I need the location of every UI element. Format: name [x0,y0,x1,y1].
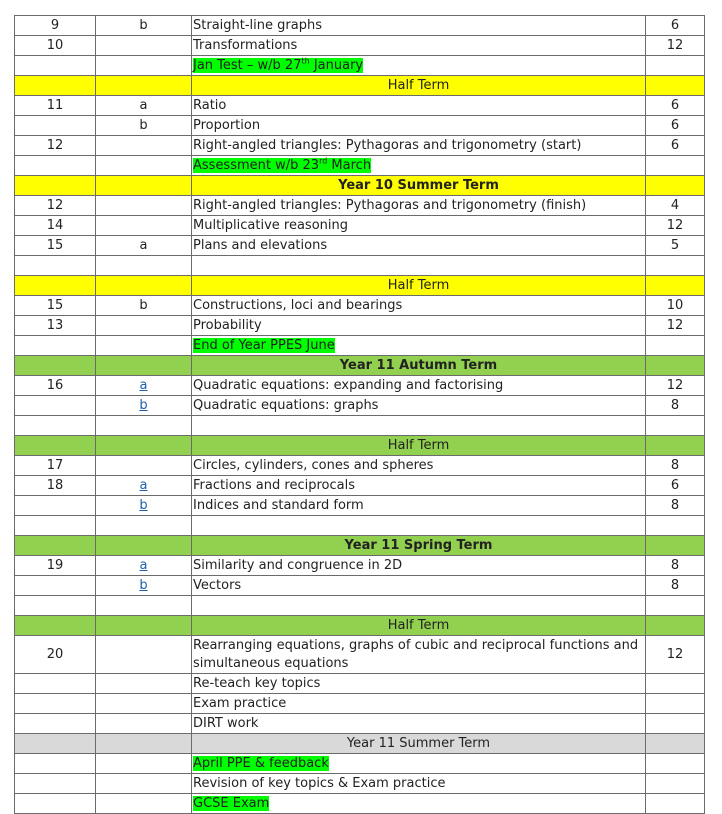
unit-number-cell [15,596,96,616]
unit-part-cell [96,56,192,76]
hours-cell: 6 [646,136,705,156]
unit-part-cell [96,416,192,436]
hours-cell: 8 [646,556,705,576]
unit-part-cell [96,456,192,476]
topic-label: Probability [193,317,262,333]
unit-number-cell: 17 [15,456,96,476]
assessment-label: End of Year PPES June [193,337,335,353]
unit-part-cell [96,196,192,216]
unit-part-cell [96,256,192,276]
header-empty-cell [646,76,705,96]
term-header-label: Half Term [192,616,646,636]
unit-number-cell: 12 [15,136,96,156]
table-row [15,694,705,714]
topic-cell [192,156,646,176]
term-header-row [15,536,705,556]
unit-part-cell: b [96,296,192,316]
unit-number-cell: 20 [15,636,96,674]
hours-cell: 6 [646,16,705,36]
unit-part-cell [96,694,192,714]
hours-cell [646,774,705,794]
topic-cell [192,636,646,674]
topic-cell [192,16,646,36]
table-row [15,316,705,336]
unit-number-cell [15,256,96,276]
hours-cell [646,56,705,76]
header-empty-cell [96,276,192,296]
unit-part-cell [96,596,192,616]
unit-part-link[interactable]: b [139,577,148,593]
unit-part-cell [96,496,192,516]
topic-cell [192,316,646,336]
unit-number-cell: 18 [15,476,96,496]
unit-number-cell [15,754,96,774]
header-empty-cell [15,536,96,556]
unit-part-cell [96,636,192,674]
hours-cell: 8 [646,496,705,516]
unit-part-cell [96,774,192,794]
table-row [15,496,705,516]
hours-cell [646,416,705,436]
unit-part-cell: b [96,16,192,36]
header-empty-cell [96,734,192,754]
unit-number-cell [15,714,96,734]
topic-label: Exam practice [193,695,287,711]
topic-label: Quadratic equations: expanding and factorising [193,377,504,393]
header-empty-cell [646,436,705,456]
table-row [15,774,705,794]
term-header-label: Year 11 Autumn Term [192,356,646,376]
hours-cell [646,754,705,774]
topic-label: Proportion [193,117,261,133]
table-row [15,714,705,734]
table-row [15,376,705,396]
topic-label: Multiplicative reasoning [193,217,348,233]
topic-cell [192,576,646,596]
unit-part-cell [96,556,192,576]
header-empty-cell [15,76,96,96]
term-header-label: Half Term [192,76,646,96]
unit-part-cell [96,576,192,596]
topic-label: Quadratic equations: graphs [193,397,379,413]
term-header-label: Half Term [192,276,646,296]
header-empty-cell [646,176,705,196]
topic-cell [192,136,646,156]
hours-cell [646,256,705,276]
topic-label: Fractions and reciprocals [193,477,355,493]
unit-part-cell [96,36,192,56]
unit-number-cell: 10 [15,36,96,56]
table-row [15,116,705,136]
unit-number-cell [15,694,96,714]
unit-part-link[interactable]: a [139,477,148,493]
table-row [15,296,705,316]
unit-part-cell [96,216,192,236]
unit-part-link[interactable]: b [139,397,148,413]
term-header-label: Year 11 Spring Term [192,536,646,556]
table-row [15,56,705,76]
unit-part-cell [96,516,192,536]
table-row [15,336,705,356]
header-empty-cell [646,356,705,376]
unit-part-cell [96,754,192,774]
unit-part-cell [96,714,192,734]
topic-label: Rearranging equations, graphs of cubic and reciprocal functions and simultaneous equations [193,637,639,671]
topic-label: Plans and elevations [193,237,328,253]
topic-cell [192,256,646,276]
header-empty-cell [15,436,96,456]
topic-label: Right-angled triangles: Pythagoras and trigonometry (start) [193,137,582,153]
unit-number-cell: 16 [15,376,96,396]
topic-label: Ratio [193,97,227,113]
topic-cell [192,774,646,794]
topic-label: Similarity and congruence in 2D [193,557,403,573]
table-row [15,516,705,536]
term-header-label: Year 11 Summer Term [192,734,646,754]
header-empty-cell [646,616,705,636]
topic-cell [192,754,646,774]
unit-number-cell: 11 [15,96,96,116]
header-empty-cell [96,76,192,96]
term-header-row [15,176,705,196]
unit-number-cell: 15 [15,236,96,256]
topic-cell [192,516,646,536]
table-row [15,596,705,616]
topic-cell [192,236,646,256]
table-row [15,36,705,56]
hours-cell [646,336,705,356]
hours-cell [646,516,705,536]
header-empty-cell [96,436,192,456]
unit-part-link[interactable]: b [139,497,148,513]
hours-cell: 12 [646,216,705,236]
unit-number-cell: 9 [15,16,96,36]
topic-cell [192,714,646,734]
hours-cell: 5 [646,236,705,256]
unit-number-cell [15,496,96,516]
hours-cell: 6 [646,116,705,136]
unit-number-cell [15,416,96,436]
unit-part-cell [96,476,192,496]
assessment-label: Jan Test – w/b 27th January [193,56,364,73]
table-row [15,476,705,496]
topic-cell [192,596,646,616]
unit-part-cell: a [96,236,192,256]
topic-cell [192,336,646,356]
unit-part-cell [96,136,192,156]
table-body [15,16,705,814]
topic-label: Indices and standard form [193,497,364,513]
hours-cell [646,596,705,616]
term-header-row [15,616,705,636]
table-row [15,396,705,416]
unit-part-cell [96,316,192,336]
unit-number-cell [15,56,96,76]
unit-part-cell [96,376,192,396]
hours-cell: 12 [646,36,705,56]
header-empty-cell [15,176,96,196]
term-header-label: Year 10 Summer Term [192,176,646,196]
header-empty-cell [96,356,192,376]
hours-cell: 6 [646,96,705,116]
topic-cell [192,556,646,576]
unit-part-cell: b [96,116,192,136]
topic-cell [192,416,646,436]
topic-label: Right-angled triangles: Pythagoras and trigonometry (finish) [193,197,587,213]
topic-label: DIRT work [193,715,259,731]
hours-cell [646,674,705,694]
header-empty-cell [646,734,705,754]
hours-cell: 8 [646,396,705,416]
topic-label: Vectors [193,577,242,593]
unit-number-cell [15,156,96,176]
term-header-row [15,356,705,376]
unit-part-cell [96,336,192,356]
header-empty-cell [15,276,96,296]
topic-label: Transformations [193,37,298,53]
topic-label: Circles, cylinders, cones and spheres [193,457,434,473]
topic-cell [192,296,646,316]
unit-number-cell: 19 [15,556,96,576]
term-header-row [15,436,705,456]
table-row [15,456,705,476]
hours-cell: 12 [646,376,705,396]
scheme-of-work-table [14,15,705,814]
table-row [15,556,705,576]
topic-cell [192,396,646,416]
assessment-label: GCSE Exam [193,795,270,811]
unit-part-link[interactable]: a [139,377,148,393]
table-row [15,136,705,156]
unit-number-cell [15,116,96,136]
topic-label: Revision of key topics & Exam practice [193,775,446,791]
header-empty-cell [15,734,96,754]
header-empty-cell [15,356,96,376]
table-row [15,196,705,216]
hours-cell: 8 [646,456,705,476]
header-empty-cell [96,616,192,636]
term-header-row [15,76,705,96]
topic-cell [192,96,646,116]
hours-cell: 6 [646,476,705,496]
topic-cell [192,674,646,694]
unit-number-cell [15,774,96,794]
unit-part-link[interactable]: a [139,557,148,573]
assessment-label: Assessment w/b 23rd March [193,156,372,173]
assessment-label: April PPE & feedback [193,755,329,771]
hours-cell [646,694,705,714]
header-empty-cell [96,176,192,196]
table-row [15,416,705,436]
topic-cell [192,476,646,496]
topic-label: Re-teach key topics [193,675,321,691]
unit-number-cell: 15 [15,296,96,316]
table-row [15,156,705,176]
hours-cell: 4 [646,196,705,216]
table-row [15,256,705,276]
unit-part-cell [96,674,192,694]
unit-number-cell: 12 [15,196,96,216]
topic-cell [192,56,646,76]
header-empty-cell [15,616,96,636]
topic-cell [192,694,646,714]
term-header-label: Half Term [192,436,646,456]
table-row [15,96,705,116]
hours-cell [646,156,705,176]
unit-number-cell: 14 [15,216,96,236]
header-empty-cell [646,276,705,296]
hours-cell: 8 [646,576,705,596]
topic-cell [192,496,646,516]
table-row [15,216,705,236]
unit-number-cell [15,674,96,694]
header-empty-cell [96,536,192,556]
topic-cell [192,36,646,56]
hours-cell: 10 [646,296,705,316]
term-header-row [15,734,705,754]
hours-cell: 12 [646,316,705,336]
unit-number-cell [15,576,96,596]
unit-part-cell [96,156,192,176]
topic-cell [192,196,646,216]
topic-cell [192,216,646,236]
table-row [15,674,705,694]
table-row [15,636,705,674]
unit-number-cell [15,516,96,536]
term-header-row [15,276,705,296]
topic-cell [192,116,646,136]
table-row [15,16,705,36]
topic-cell [192,376,646,396]
topic-cell [192,456,646,476]
unit-part-cell: a [96,96,192,116]
unit-number-cell [15,336,96,356]
header-empty-cell [646,536,705,556]
hours-cell [646,714,705,734]
hours-cell: 12 [646,636,705,674]
table-row [15,754,705,774]
topic-label: Straight-line graphs [193,17,322,33]
unit-number-cell: 13 [15,316,96,336]
unit-part-cell [96,396,192,416]
topic-label: Constructions, loci and bearings [193,297,403,313]
table-row [15,236,705,256]
table-row [15,576,705,596]
unit-number-cell [15,396,96,416]
